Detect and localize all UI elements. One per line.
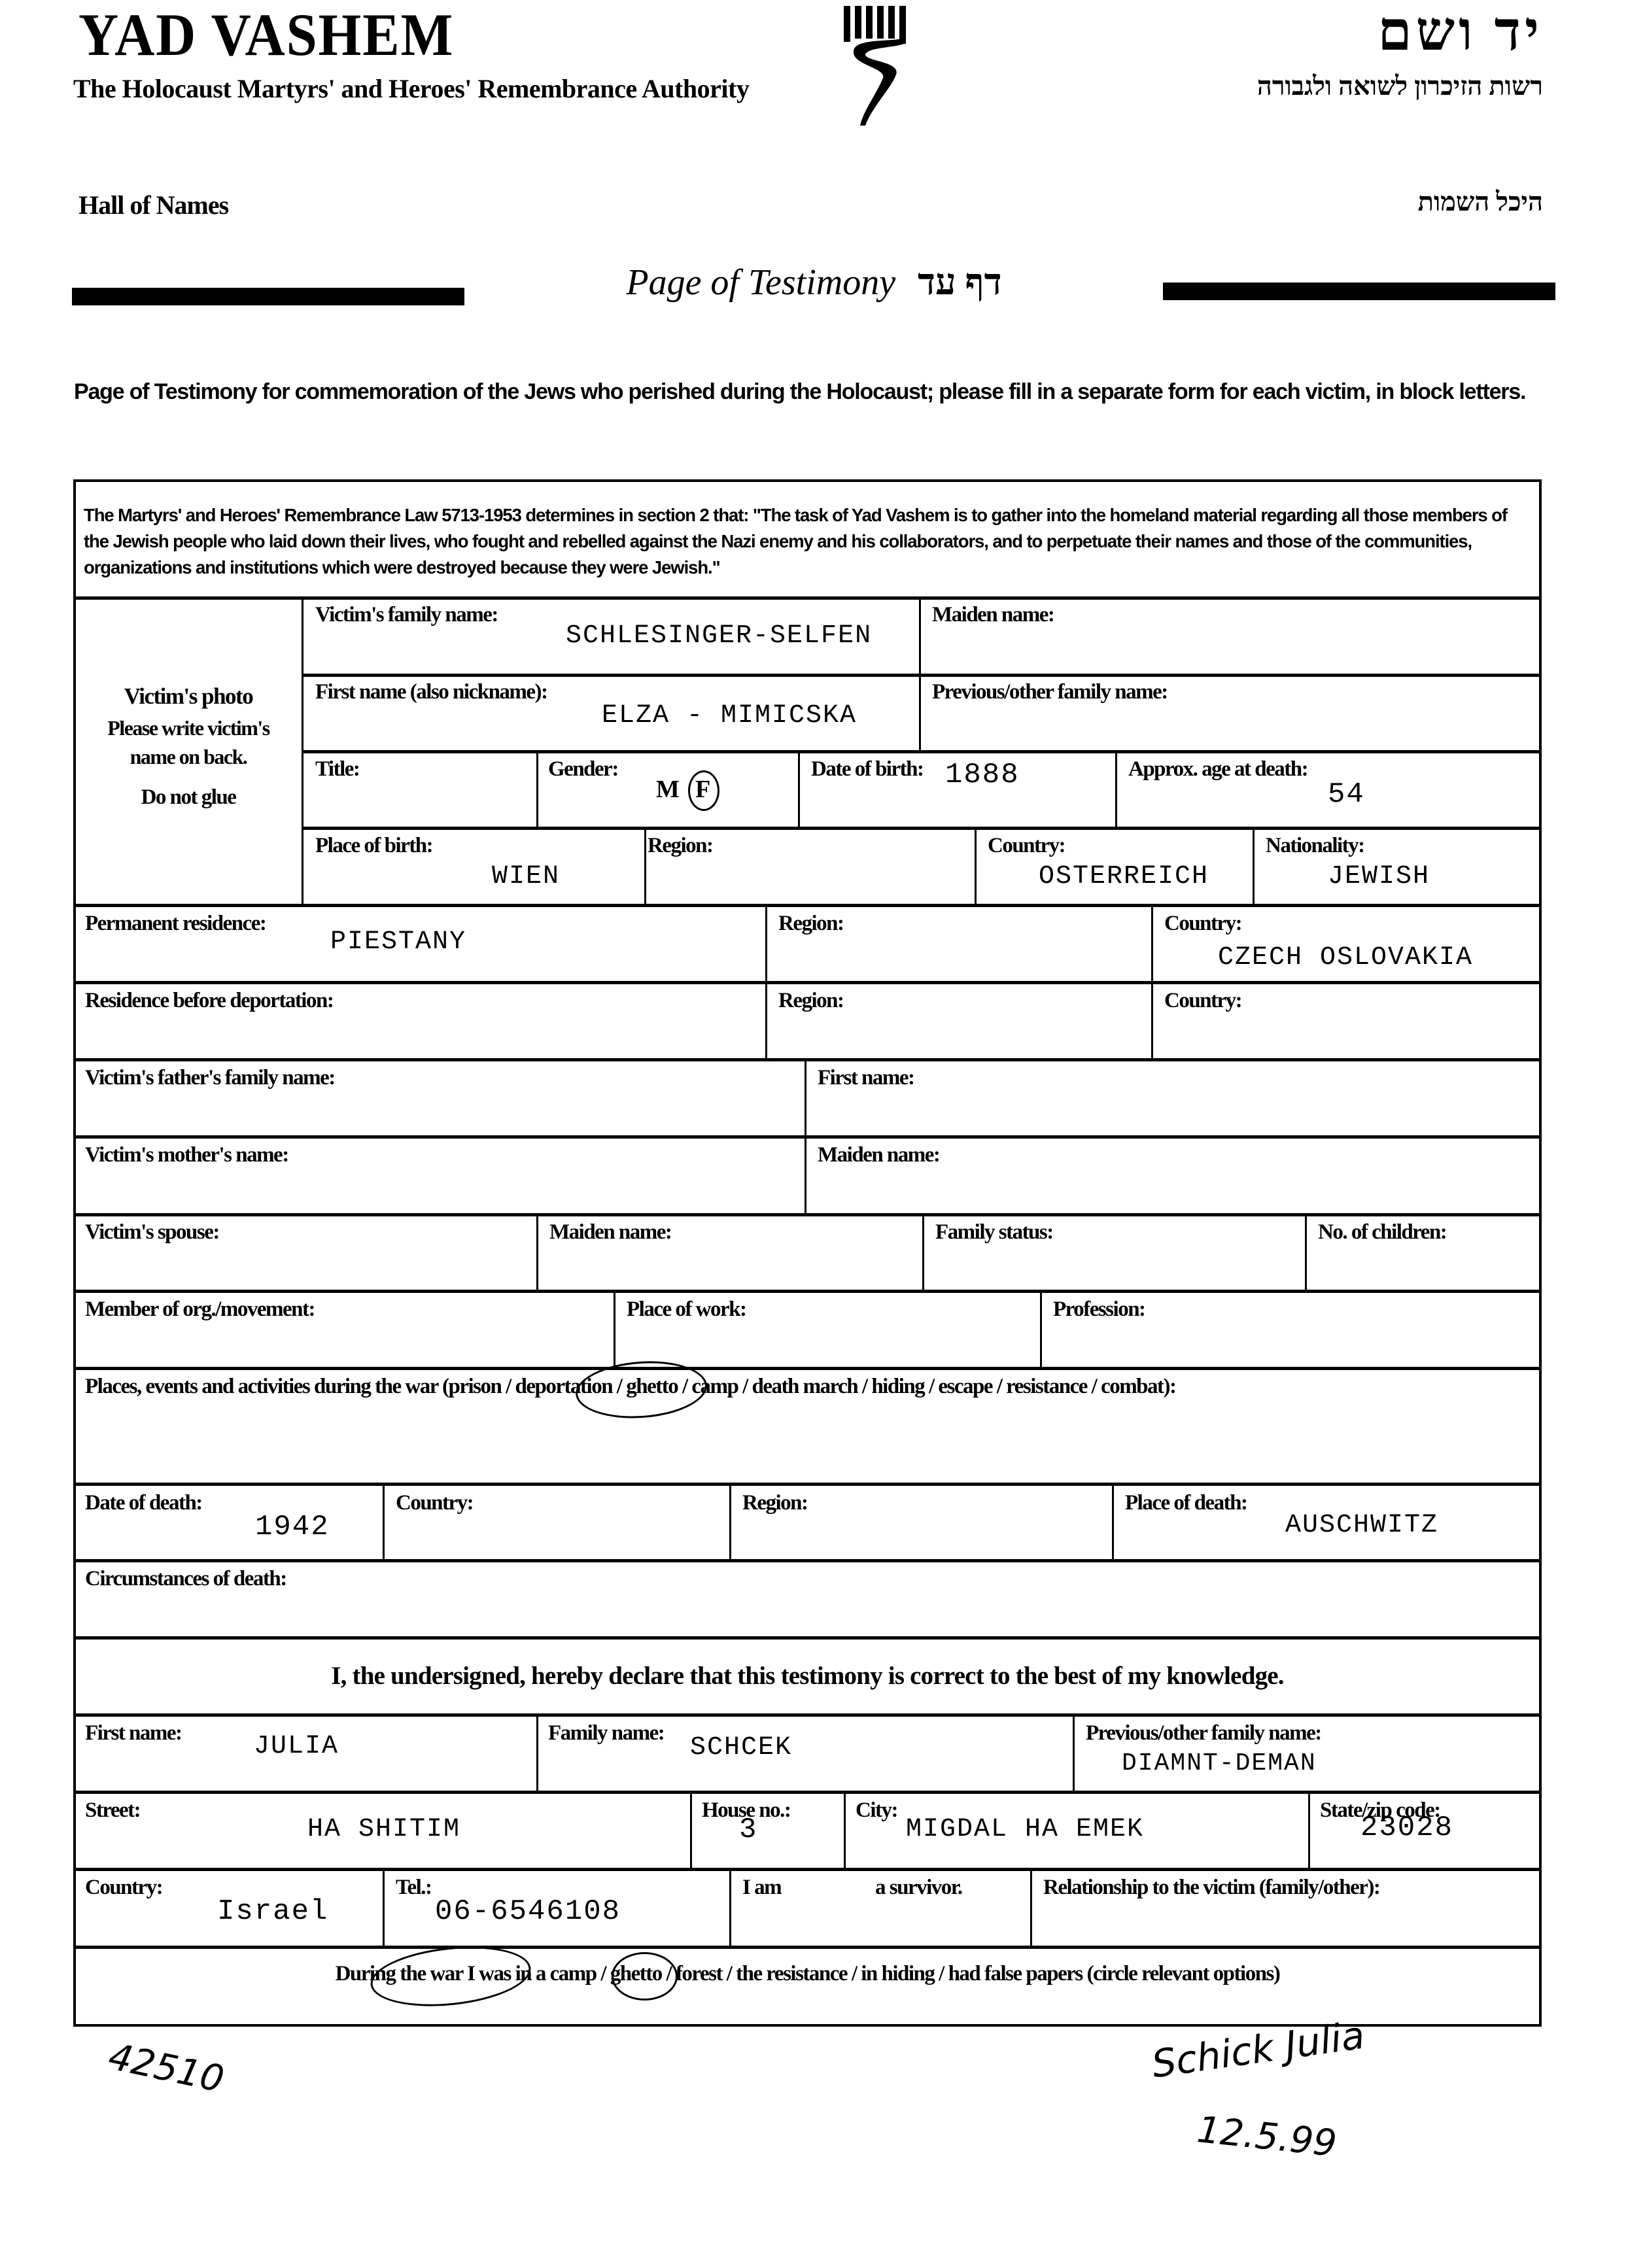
photo-box-title: Victim's photo: [124, 683, 253, 709]
submitter-family-name-label: Family name:: [548, 1721, 665, 1745]
residence-country-field[interactable]: CZECH OSLOVAKIA: [1218, 943, 1474, 972]
zip-field[interactable]: 23028: [1360, 1812, 1454, 1844]
death-country-label: Country:: [396, 1491, 474, 1515]
mother-name-label: Victim's mother's name:: [85, 1143, 288, 1167]
birth-country-field[interactable]: OSTERREICH: [1039, 862, 1209, 891]
photo-box-instruction-1: Please write victim's: [107, 716, 269, 740]
submitter-previous-name-field[interactable]: DIAMNT-DEMAN: [1122, 1749, 1317, 1778]
law-text: The Martyrs' and Heroes' Remembrance Law 5713-1953 determines in section 2 that: "The task of Yad Vashem is to gather into the homeland material regarding all those members of the Jewish people who laid down their lives, who fought and rebelled against the Nazi enemy and his collaborators, and to perpetuate their names and those of the communities, organizations and institutions which were destroyed because they were Jewish.": [84, 505, 1507, 577]
street-label: Street:: [85, 1798, 141, 1822]
birth-region-label: Region:: [648, 834, 713, 857]
gender-label: Gender:: [548, 757, 618, 781]
place-of-death-label: Place of death:: [1125, 1491, 1247, 1515]
org-subtitle-hebrew: רשות הזיכרון לשואה ולגבורה: [1256, 71, 1543, 101]
tel-label: Tel.:: [396, 1876, 432, 1899]
handwritten-record-number: 42510: [105, 2035, 228, 2101]
profession-label: Profession:: [1053, 1297, 1145, 1321]
org-subtitle: The Holocaust Martyrs' and Heroes' Remembrance Authority: [73, 74, 750, 103]
survivor-label-pre: I am: [742, 1876, 782, 1899]
age-at-death-label: Approx. age at death:: [1128, 757, 1308, 781]
title-label: Title:: [315, 757, 360, 781]
department-name-hebrew: היכל השמות: [1417, 187, 1543, 216]
form-title-english: Page of Testimony: [626, 262, 896, 303]
relationship-label: Relationship to the victim (family/other):: [1043, 1876, 1380, 1899]
age-at-death-field[interactable]: 54: [1328, 778, 1365, 811]
war-forest-selected-circle: [612, 1952, 678, 2001]
victim-first-name-label: First name (also nickname):: [315, 680, 547, 704]
victim-photo-box[interactable]: [77, 598, 300, 810]
victim-first-name-field[interactable]: ELZA - MIMICSKA: [602, 701, 857, 730]
children-label: No. of children:: [1318, 1220, 1447, 1244]
gender-option-f[interactable]: F: [695, 776, 710, 803]
place-of-birth-label: Place of birth:: [315, 834, 433, 857]
member-of-org-label: Member of org./movement:: [85, 1297, 315, 1321]
city-label: City:: [856, 1798, 897, 1822]
street-field[interactable]: HA SHITIM: [307, 1815, 461, 1844]
zip-label: State/zip code:: [1320, 1798, 1440, 1822]
date-of-birth-field[interactable]: 1888: [945, 759, 1020, 791]
war-option-forest[interactable]: forest: [675, 1962, 722, 1985]
submitter-country-label: Country:: [85, 1876, 163, 1899]
date-of-birth-label: Date of birth:: [811, 757, 924, 781]
place-of-birth-field[interactable]: WIEN: [492, 862, 561, 891]
nationality-field[interactable]: JEWISH: [1328, 862, 1430, 891]
tel-field[interactable]: 06-6546108: [435, 1895, 621, 1928]
permanent-residence-label: Permanent residence:: [85, 912, 266, 935]
nationality-label: Nationality:: [1266, 834, 1364, 857]
father-first-name-label: First name:: [818, 1066, 914, 1090]
submitter-previous-name-label: Previous/other family name:: [1086, 1721, 1321, 1745]
yad-vashem-logo-icon: [840, 3, 935, 127]
family-status-label: Family status:: [935, 1220, 1053, 1244]
photo-box-instruction-2: name on back.: [130, 745, 247, 768]
residence-country-label: Country:: [1164, 912, 1242, 935]
death-region-label: Region:: [742, 1491, 808, 1515]
form-title: [0, 262, 1628, 303]
war-option-camp[interactable]: I was in a camp: [467, 1962, 597, 1985]
spouse-label: Victim's spouse:: [85, 1220, 219, 1244]
war-experience-post: / the resistance / in hiding / had false papers (circle relevant options): [726, 1962, 1280, 1985]
declaration: I, the undersigned, hereby declare that this testimony is correct to the best of my knowledge.: [331, 1662, 1284, 1690]
circumstances-label: Circumstances of death:: [85, 1567, 286, 1590]
victim-family-name-label: Victim's family name:: [315, 603, 498, 627]
war-experience-mid: / ghetto /: [600, 1962, 672, 1985]
permanent-residence-field[interactable]: PIESTANY: [330, 927, 467, 957]
submitter-first-name-field[interactable]: JULIA: [254, 1732, 339, 1761]
place-of-death-field[interactable]: AUSCHWITZ: [1285, 1511, 1439, 1540]
victim-previous-name-label: Previous/other family name:: [932, 680, 1168, 704]
department-name: Hall of Names: [78, 190, 229, 220]
survivor-label-post: a survivor.: [875, 1876, 962, 1899]
submitter-first-name-label: First name:: [85, 1721, 182, 1745]
gender-option-m[interactable]: M: [656, 776, 679, 803]
house-no-field[interactable]: 3: [739, 1813, 758, 1846]
submitter-family-name-field[interactable]: SCHCEK: [690, 1733, 793, 1762]
handwritten-signature: Schick Julia: [1149, 2012, 1368, 2087]
deportation-country-label: Country:: [1164, 989, 1242, 1012]
father-family-name-label: Victim's father's family name:: [85, 1066, 335, 1090]
deportation-region-label: Region:: [778, 989, 844, 1012]
org-name: YAD VASHEM: [78, 1, 455, 68]
war-events-label-post: / ghetto / camp / death march / hiding / escape / resistance / combat):: [616, 1375, 1176, 1398]
gender-selected-circle: [688, 770, 719, 811]
spouse-maiden-name-label: Maiden name:: [549, 1220, 672, 1244]
house-no-label: House no.:: [702, 1798, 791, 1822]
war-events-option-deportation[interactable]: deportation: [515, 1375, 613, 1398]
victim-maiden-name-label: Maiden name:: [932, 603, 1054, 627]
org-name-hebrew: יד ושם: [1377, 1, 1543, 62]
war-experience-line: [73, 1962, 1542, 1986]
birth-country-label: Country:: [988, 834, 1065, 857]
war-events-label-pre: Places, events and activities during the war (prison /: [85, 1375, 511, 1398]
submitter-country-field[interactable]: Israel: [217, 1895, 329, 1928]
date-of-death-label: Date of death:: [85, 1491, 202, 1515]
date-of-death-field[interactable]: 1942: [255, 1511, 330, 1543]
instructions: Page of Testimony for commemoration of the Jews who perished during the Holocaust; please fill in a separate form for each victim, in block letters.: [74, 379, 1526, 404]
form-title-hebrew: דף עד: [918, 262, 1002, 303]
victim-family-name-field[interactable]: SCHLESINGER-SELFEN: [566, 621, 873, 651]
war-experience-pre: During the war: [335, 1962, 463, 1985]
place-of-work-label: Place of work:: [627, 1297, 746, 1321]
residence-region-label: Region:: [778, 912, 844, 935]
residence-before-deportation-label: Residence before deportation:: [85, 989, 334, 1012]
mother-maiden-name-label: Maiden name:: [818, 1143, 940, 1167]
photo-box-note: Do not glue: [141, 785, 236, 809]
city-field[interactable]: MIGDAL HA EMEK: [906, 1815, 1145, 1844]
handwritten-date: 12.5.99: [1195, 2108, 1339, 2165]
